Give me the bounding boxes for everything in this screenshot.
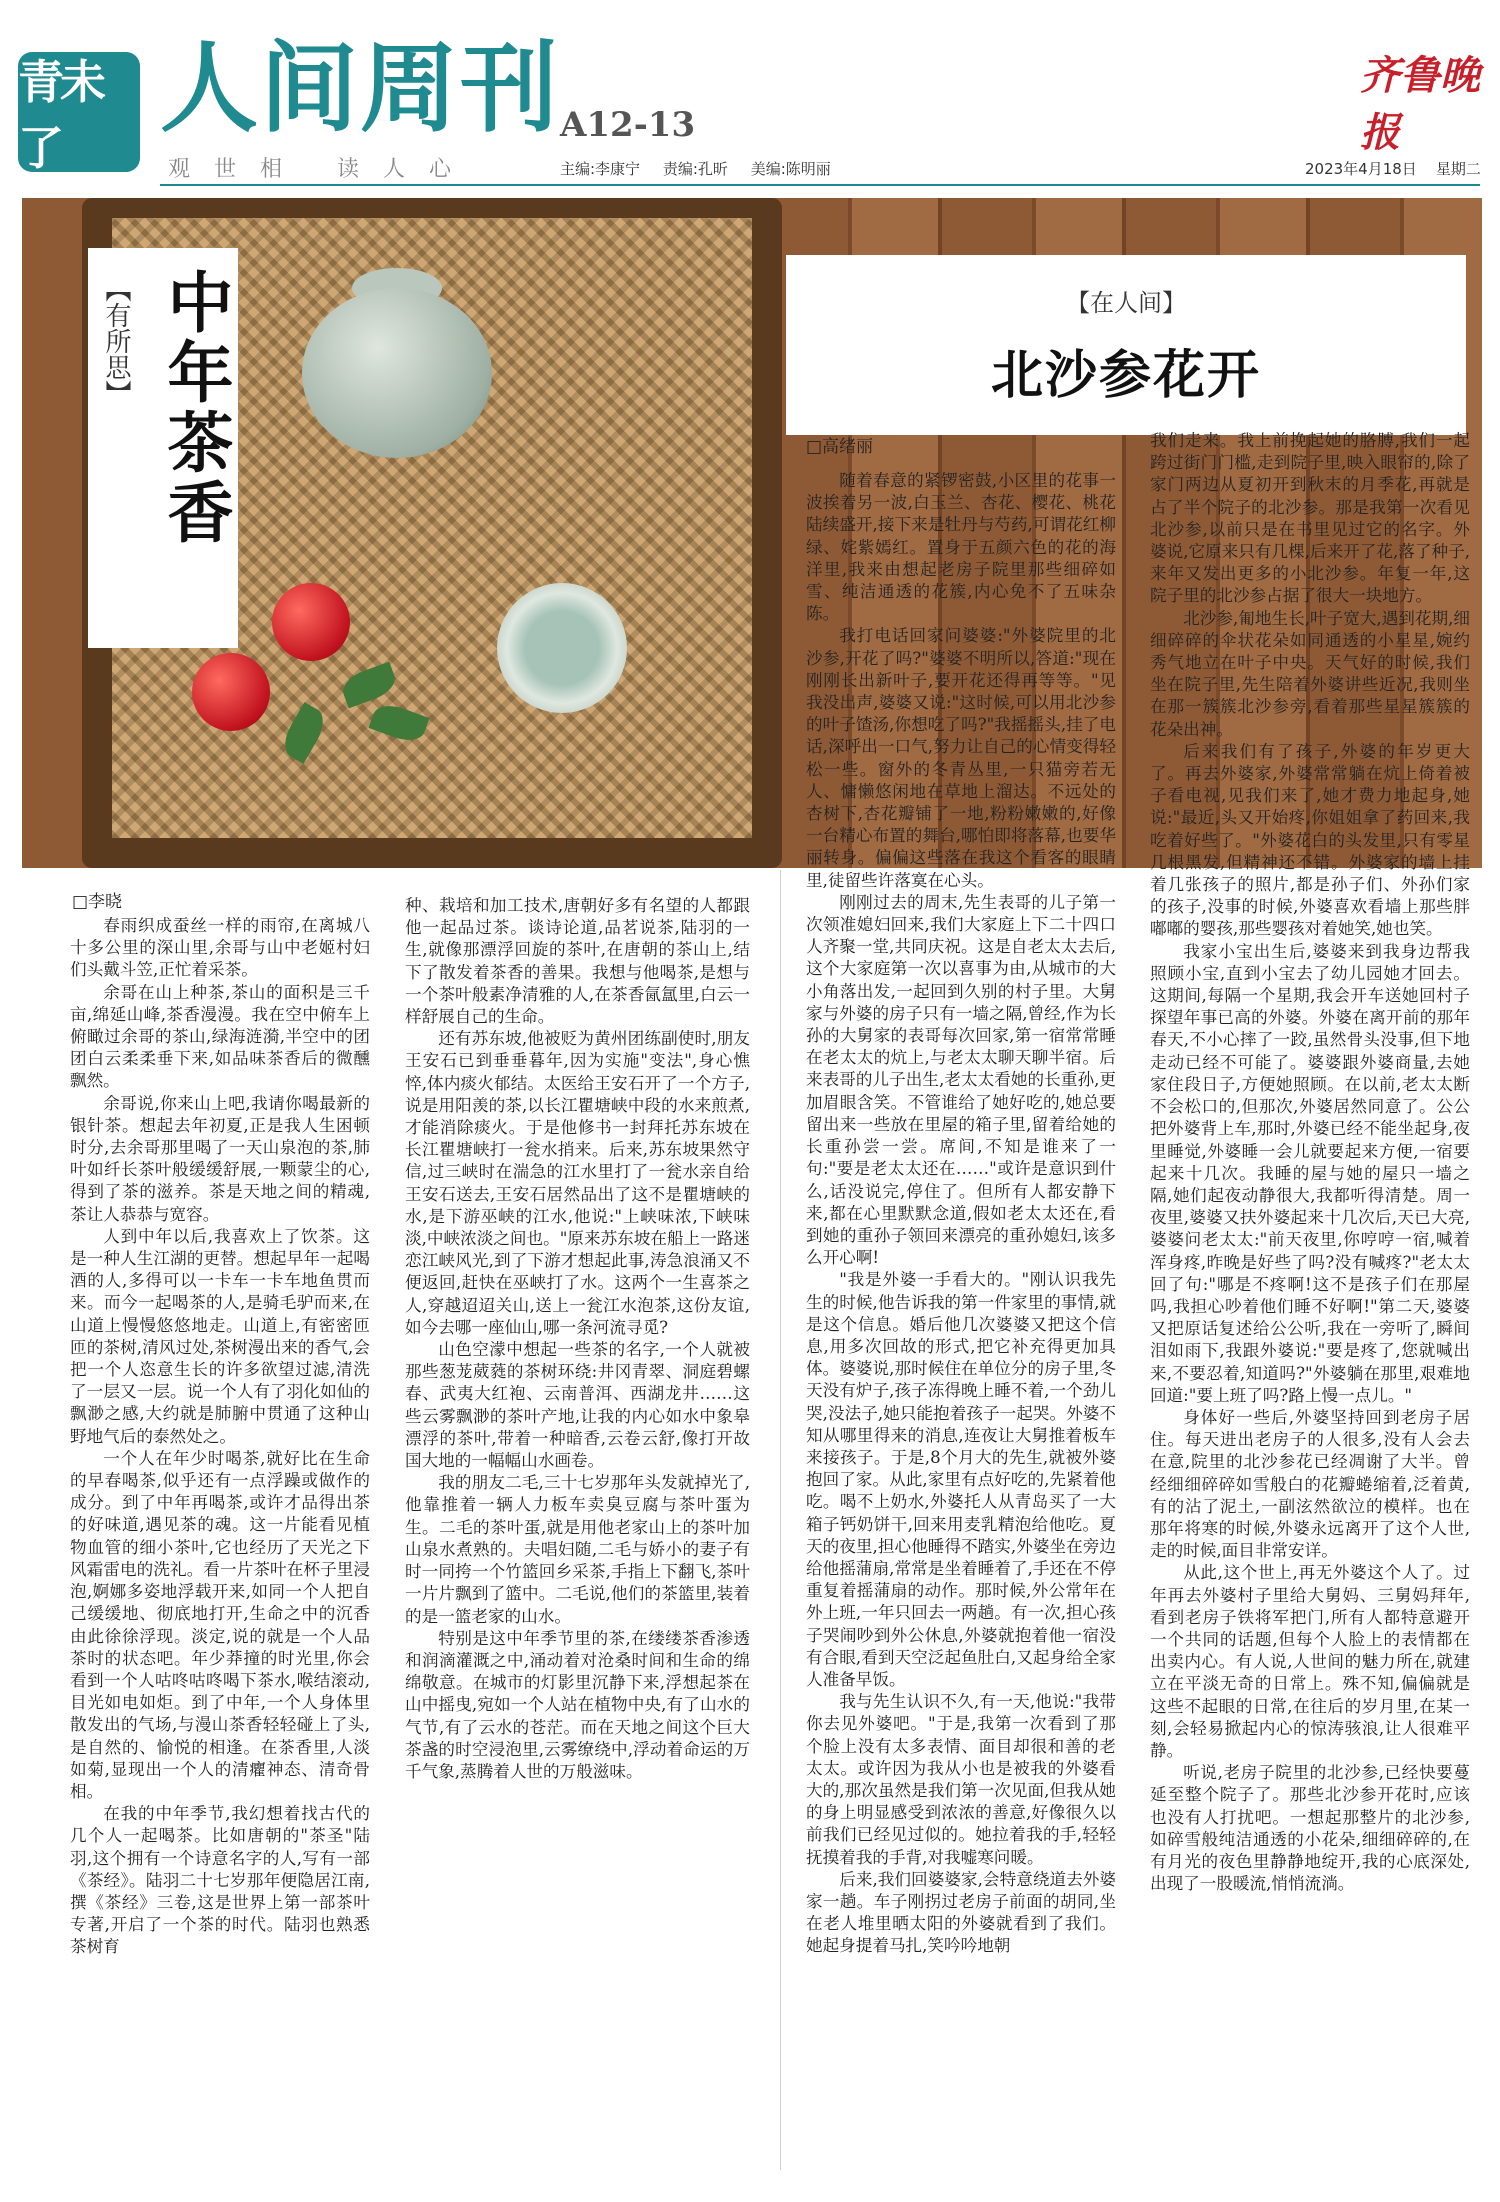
- paragraph: 我与先生认识不久,有一天,他说:"我带你去见外婆吧。"于是,我第一次看到了那个脸上没有太多表情、面目却很和善的老太太。或许因为我从小也是被我的外婆看大的,那次虽然是我们第一次见面,但我从她的身上明显感受到浓浓的善意,好像很久以前我们已经见过似的。她拉着我的手,轻轻抚摸着我的手背,对我嘘寒问暖。: [806, 1692, 1116, 1867]
- brand-logo: 青未了: [18, 52, 140, 172]
- paragraph: 听说,老房子院里的北沙参,已经快要蔓延至整个院子了。那些北沙参开花时,应该也没有人打扰吧。一想起那整片的北沙参,如碎雪般纯洁通透的小花朵,细细碎碎的,在有月光的夜色里静静地绽开,我的心底深处,出现了一股暖流,悄悄流淌。: [1150, 1763, 1470, 1894]
- paragraph: 从此,这个世上,再无外婆这个人了。过年再去外婆村子里给大舅妈、三舅妈拜年,看到老房子铁将军把门,所有人都特意避开一个共同的话题,但每个人脸上的表情都在出卖内心。有人说,人世间的魅力所在,就建立在平淡无奇的日常上。殊不知,偏偏就是这些不起眼的日常,在往后的岁月里,在某一刻,会轻易掀起内心的惊涛骇浪,让人很难平静。: [1150, 1563, 1470, 1760]
- paragraph: 余哥在山上种茶,茶山的面积是三千亩,绵延山峰,茶香漫漫。我在空中俯车上俯瞰过余哥的茶山,绿海涟漪,半空中的团团白云柔柔垂下来,如品味茶香后的微醺飘然。: [70, 982, 370, 1091]
- date-text: 2023年4月18日: [1305, 160, 1417, 178]
- masthead-motto: 观世相 读人心: [168, 157, 475, 182]
- paragraph: 余哥说,你来山上吧,我请你喝最新的银针茶。想起去年初夏,正是我人生困顿时分,去余哥那里喝了一天山泉泡的茶,肺叶如纤长茶叶般缓缓舒展,一颗蒙尘的心,得到了茶的滋养。茶是天地之间的精魂,茶让人恭恭与宽容。: [70, 1093, 370, 1224]
- page-number: A12-13: [560, 105, 696, 145]
- teapot: [302, 288, 492, 458]
- paragraph: 我的朋友二毛,三十七岁那年头发就掉光了,他靠推着一辆人力板车卖臭豆腐与茶叶蛋为生。二毛的茶叶蛋,就是用他老家山上的茶叶加山泉水煮熟的。夫唱妇随,二毛与娇小的妻子有时一同挎一个竹篮回乡采茶,手指上下翻飞,茶叶一片片飘到了篮中。二毛说,他们的茶篮里,装着的是一篮老家的山水。: [405, 1473, 750, 1626]
- right-column-2: [1150, 430, 1470, 2180]
- newspaper-logo: 齐鲁晚报: [1360, 52, 1480, 156]
- paragraph: 身体好一些后,外婆坚持回到老房子居住。每天进出老房子的人很多,没有人会去在意,院里的北沙参花已经凋谢了大半。曾经细细碎碎如雪般白的花瓣蜷缩着,泛着黄,有的沾了泥土,一副泫然欲泣的模样。也在那年将寒的时候,外婆永远离开了这个人世,走的时候,面目非常安详。: [1150, 1407, 1470, 1561]
- right-article-head: [786, 255, 1466, 435]
- paragraph: 在我的中年季节,我幻想着找古代的几个人一起喝茶。比如唐朝的"茶圣"陆羽,这个拥有一个诗意名字的人,写有一部《茶经》。陆羽二十七岁那年便隐居江南,撰《茶经》三卷,这是世界上第一部茶叶专著,开启了一个茶的时代。陆羽也熟悉茶树育: [70, 1804, 370, 1957]
- column-divider: [780, 870, 781, 2170]
- left-author: □李晓: [72, 892, 123, 912]
- art-editor: 美编:陈明丽: [750, 160, 831, 178]
- right-column-1: [806, 470, 1116, 2180]
- right-author: □高绪丽: [806, 437, 874, 457]
- weekday-text: 星期二: [1435, 160, 1481, 178]
- paragraph: 山色空濛中想起一些茶的名字,一个人就被那些葱茏葳蕤的茶树环绕:井冈青翠、洞庭碧螺春、武夷大红袍、云南普洱、西湖龙井……这些云雾飘渺的茶叶产地,让我的内心如水中象皋漂浮的茶叶,带着一种暗香,云卷云舒,像打开故国大地的一幅幅山水画卷。: [405, 1340, 750, 1471]
- paragraph: 我家小宝出生后,婆婆来到我身边帮我照顾小宝,直到小宝去了幼儿园她才回去。这期间,每隔一个星期,我会开车送她回村子探望年事已高的外婆。外婆在离开前的那年春天,不小心摔了一跤,虽然骨头没事,但下地走动已经不可能了。婆婆跟外婆商量,去她家住段日子,方便她照顾。在以前,老太太断不会松口的,但那次,外婆居然同意了。公公把外婆背上车,那时,外婆已经不能坐起身,夜里睡觉,外婆睡一会儿就要起来方便,一宿要起来十几次。我睡的屋与她的屋只一墙之隔,她们起夜动静很大,我都听得清楚。周一夜里,婆婆又扶外婆起来十几次后,天已大亮,婆婆问老太太:"前天夜里,你哼哼一宿,喊着浑身疼,昨晚是好些了吗?没有喊疼?"老太太回了句:"哪是不疼啊!这不是孩子们在那屋吗,我担心吵着他们睡不好啊!"第二天,婆婆又把原话复述给公公听,我在一旁听了,瞬间泪如雨下,我跟外婆说:"要是疼了,您就喊出来,不要忍着,知道吗?"外婆躺在那里,艰难地回道:"要上班了吗?路上慢一点儿。": [1150, 941, 1470, 1405]
- chief-editor: 主编:李康宁: [560, 160, 641, 178]
- left-title-box: [88, 248, 238, 648]
- tea-cup: [497, 583, 627, 713]
- paragraph: 春雨织成蚕丝一样的雨帘,在离城八十多公里的深山里,余哥与山中老姬村妇们头戴斗笠,正忙着采茶。: [70, 916, 370, 980]
- paragraph: "我是外婆一手看大的。"刚认识我先生的时候,他告诉我的第一件家里的事情,就是这个信息。婚后他几次婆婆又把这个信息,用多次回故的形式,把它补充得更加具体。婆婆说,那时候住在单位分的房子里,冬天没有炉子,孩子冻得晚上睡不着,一个劲儿哭,没法子,她只能抱着孩子一起哭。外婆不知从哪里得来的消息,连夜让大舅推着板车来接孩子。于是,8个月大的先生,就被外婆抱回了家。从此,家里有点好吃的,先紧着他吃。喝不上奶水,外婆托人从青岛买了一大箱子钙奶饼干,回来用麦乳精泡给他吃。夏天的夜里,担心他睡得不踏实,外婆坐在旁边给他摇蒲扇,常常是坐着睡着了,手还在不停重复着摇蒲扇的动作。那时候,外公常年在外上班,一年只回去一两趟。有一次,担心孩子哭闹吵到外公休息,外婆就抱着他一宿没有合眼,看到天空泛起鱼肚白,又起身给全家人准备早饭。: [806, 1270, 1116, 1689]
- left-column-tag: 【有所思】: [101, 276, 131, 406]
- responsible-editor: 责编:孔昕: [662, 160, 728, 178]
- left-column-2: [405, 895, 750, 2177]
- issue-date: [1305, 158, 1481, 179]
- paragraph: 刚刚过去的周末,先生表哥的儿子第一次领准媳妇回来,我们大家庭上下二十四口人齐聚一堂,共同庆祝。这是自老太太去后,这个大家庭第一次以喜事为由,从城市的大小角落出发,一起回到久别的村子里。大舅家与外婆的房子只有一墙之隔,曾经,作为长孙的大舅家的表哥每次回家,第一宿常常睡在老太太的炕上,与老太太聊天聊半宿。后来表哥的儿子出生,老太太看她的长重孙,更加眉眼含笑。不管谁给了她好吃的,她总要留出来一些放在里屋的箱子里,留着给她的长重孙尝一尝。席间,不知是谁来了一句:"要是老太太还在……"或许是意识到什么,话没说完,停住了。但所有人都安静下来,都在心里默默念道,假如老太太还在,看到她的重孙子领回来漂亮的重孙媳妇,该多么开心啊!: [806, 892, 1116, 1268]
- paragraph: 北沙参,匍地生长,叶子宽大,遇到花期,细细碎碎的伞状花朵如同通透的小星星,婉约秀气地立在叶子中央。天气好的时候,我们坐在院子里,先生陪着外婆讲些近况,我则坐在那一簇簇北沙参旁,看着那些星星簇簇的花朵出神。: [1150, 608, 1470, 739]
- header-rule: [160, 184, 1480, 186]
- right-article-title: 北沙参花开: [990, 345, 1261, 406]
- apple-1: [272, 583, 350, 661]
- right-column-tag: 【在人间】: [1066, 289, 1186, 317]
- left-article-title: 中年茶香: [156, 268, 234, 548]
- editor-credits: [560, 158, 849, 179]
- apple-2: [192, 653, 270, 731]
- masthead-title: 人间周刊: [160, 31, 561, 146]
- paragraph: 一个人在年少时喝茶,就好比在生命的早春喝茶,似乎还有一点浮躁或做作的成分。到了中年再喝茶,或许才品得出茶的好味道,遇见茶的魂。这一片能看见植物血管的细小茶叶,它也经历了天光之下风霜雷电的洗礼。看一片茶叶在杯子里浸泡,婀娜多姿地浮载开来,如同一个人把自己缓缓地、彻底地打开,生命之中的沉香由此徐徐浮现。淡定,说的就是一个人品茶时的状态吧。年少莽撞的时光里,你会看到一个人咕咚咕咚喝下茶水,喉结滚动,目光如电如炬。到了中年,一个人身体里散发出的气场,与漫山茶香轻轻碰上了头,是自然的、愉悦的相逢。在茶香里,人淡如菊,显现出一个人的清癯神态、清奇骨相。: [70, 1448, 370, 1801]
- paragraph: 随着春意的紧锣密鼓,小区里的花事一波挨着另一波,白玉兰、杏花、樱花、桃花陆续盛开,接下来是牡丹与芍药,可谓花红柳绿、姹紫嫣红。置身于五颜六色的花的海洋里,我来由想起老房子院里那些细碎如雪、纯洁通透的花簇,内心免不了五味杂陈。: [806, 471, 1116, 624]
- paragraph: 我打电话回家问婆婆:"外婆院里的北沙参,开花了吗?"婆婆不明所以,答道:"现在刚刚长出新叶子,要开花还得再等等。"见我没出声,婆婆又说:"这时候,可以用北沙参的叶子馇汤,你想吃了吗?"我摇摇头,挂了电话,深呼出一口气,努力让自己的心情变得轻松一些。窗外的冬青丛里,一只猫旁若无人、慵懒悠闲地在草地上溜达。不远处的杏树下,杏花瓣铺了一地,粉粉嫩嫩的,好像一台精心布置的舞台,哪怕即将落幕,也要华丽转身。偏偏这些落在我这个看客的眼睛里,徒留些许落寞在心头。: [806, 626, 1116, 890]
- paragraph: 我们走来。我上前挽起她的胳膊,我们一起跨过街门门槛,走到院子里,映入眼帘的,除了家门两边从夏初开到秋末的月季花,再就是占了半个院子的北沙参。那是我第一次看见北沙参,以前只是在书里见过它的名字。外婆说,它原来只有几棵,后来开了花,落了种子,来年又发出更多的小北沙参。年复一年,这院子里的北沙参占据了很大一块地方。: [1150, 431, 1470, 606]
- paragraph: 人到中年以后,我喜欢上了饮茶。这是一种人生江湖的更替。想起早年一起喝酒的人,多得可以一卡车一卡车地鱼贯而来。而今一起喝茶的人,是骑毛驴而来,在山道上慢慢悠悠地走。山道上,有密密匝匝的茶树,清风过处,茶树漫出来的香气,会把一个人恣意生长的许多欲望过滤,清洗了一层又一层。说一个人有了羽化如仙的飘渺之感,大约就是肺腑中贯通了这种山野地气后的泰然处之。: [70, 1226, 370, 1446]
- paragraph: 后来我们有了孩子,外婆的年岁更大了。再去外婆家,外婆常常躺在炕上倚着被子看电视,见我们来了,她才费力地起身,她说:"最近,头又开始疼,你姐姐拿了药回来,我吃着好些了。"外婆花白的头发里,只有零星几根黑发,但精神还不错。外婆家的墙上挂着几张孩子的照片,都是孙子们、外孙们家的孩子,没事的时候,外婆喜欢看墙上那些胖嘟嘟的婴孩,那些婴孩对着她笑,她也笑。: [1150, 741, 1470, 939]
- paragraph: 还有苏东坡,他被贬为黄州团练副使时,朋友王安石已到垂垂暮年,因为实施"变法",身心憔悴,体内痰火郁结。太医给王安石开了一个方子,说是用阳羡的茶,以长江瞿塘峡中段的水来煎煮,才能消除痰火。于是他修书一封拜托苏东坡在长江瞿塘峡打一瓮水捎来。后来,苏东坡果然守信,过三峡时在湍急的江水里打了一瓮水亲自给王安石送去,王安石居然品出了这不是瞿塘峡的水,是下游巫峡的江水,他说:"上峡味浓,下峡味淡,中峡浓淡之间也。"原来苏东坡在船上一路迷恋江峡风光,到了下游才想起此事,涛急浪涌又不便返回,赶快在巫峡打了水。这两个一生喜茶之人,穿越迢迢关山,送上一瓮江水泡茶,这份友谊,如今去哪一座仙山,哪一条河流寻觅?: [405, 1029, 750, 1337]
- paragraph: 种、栽培和加工技术,唐朝好多有名望的人都跟他一起品过茶。谈诗论道,品茗说茶,陆羽的一生,就像那漂浮回旋的茶叶,在唐朝的茶山上,结下了散发着茶香的善果。我想与他喝茶,是想与一个茶叶般素净清雅的人,在茶香氤氲里,白云一样舒展自己的生命。: [405, 896, 750, 1027]
- left-column-1: [70, 915, 370, 2177]
- paragraph: 后来,我们回婆婆家,会特意绕道去外婆家一趟。车子刚拐过老房子前面的胡同,坐在老人堆里晒太阳的外婆就看到了我们。她起身提着马扎,笑吟吟地朝: [806, 1869, 1116, 1956]
- paragraph: 特别是这中年季节里的茶,在缕缕茶香渗透和润滴灌溉之中,涌动着对沧桑时间和生命的绵绵敬意。在城市的灯影里沉静下来,浮想起茶在山中摇曳,宛如一个人站在植物中央,有了山水的气节,有了云水的苍茫。而在天地之间这个巨大茶盏的时空浸泡里,云雾缭绕中,浮动着命运的万千气象,蒸腾着人世的万般滋味。: [405, 1628, 750, 1781]
